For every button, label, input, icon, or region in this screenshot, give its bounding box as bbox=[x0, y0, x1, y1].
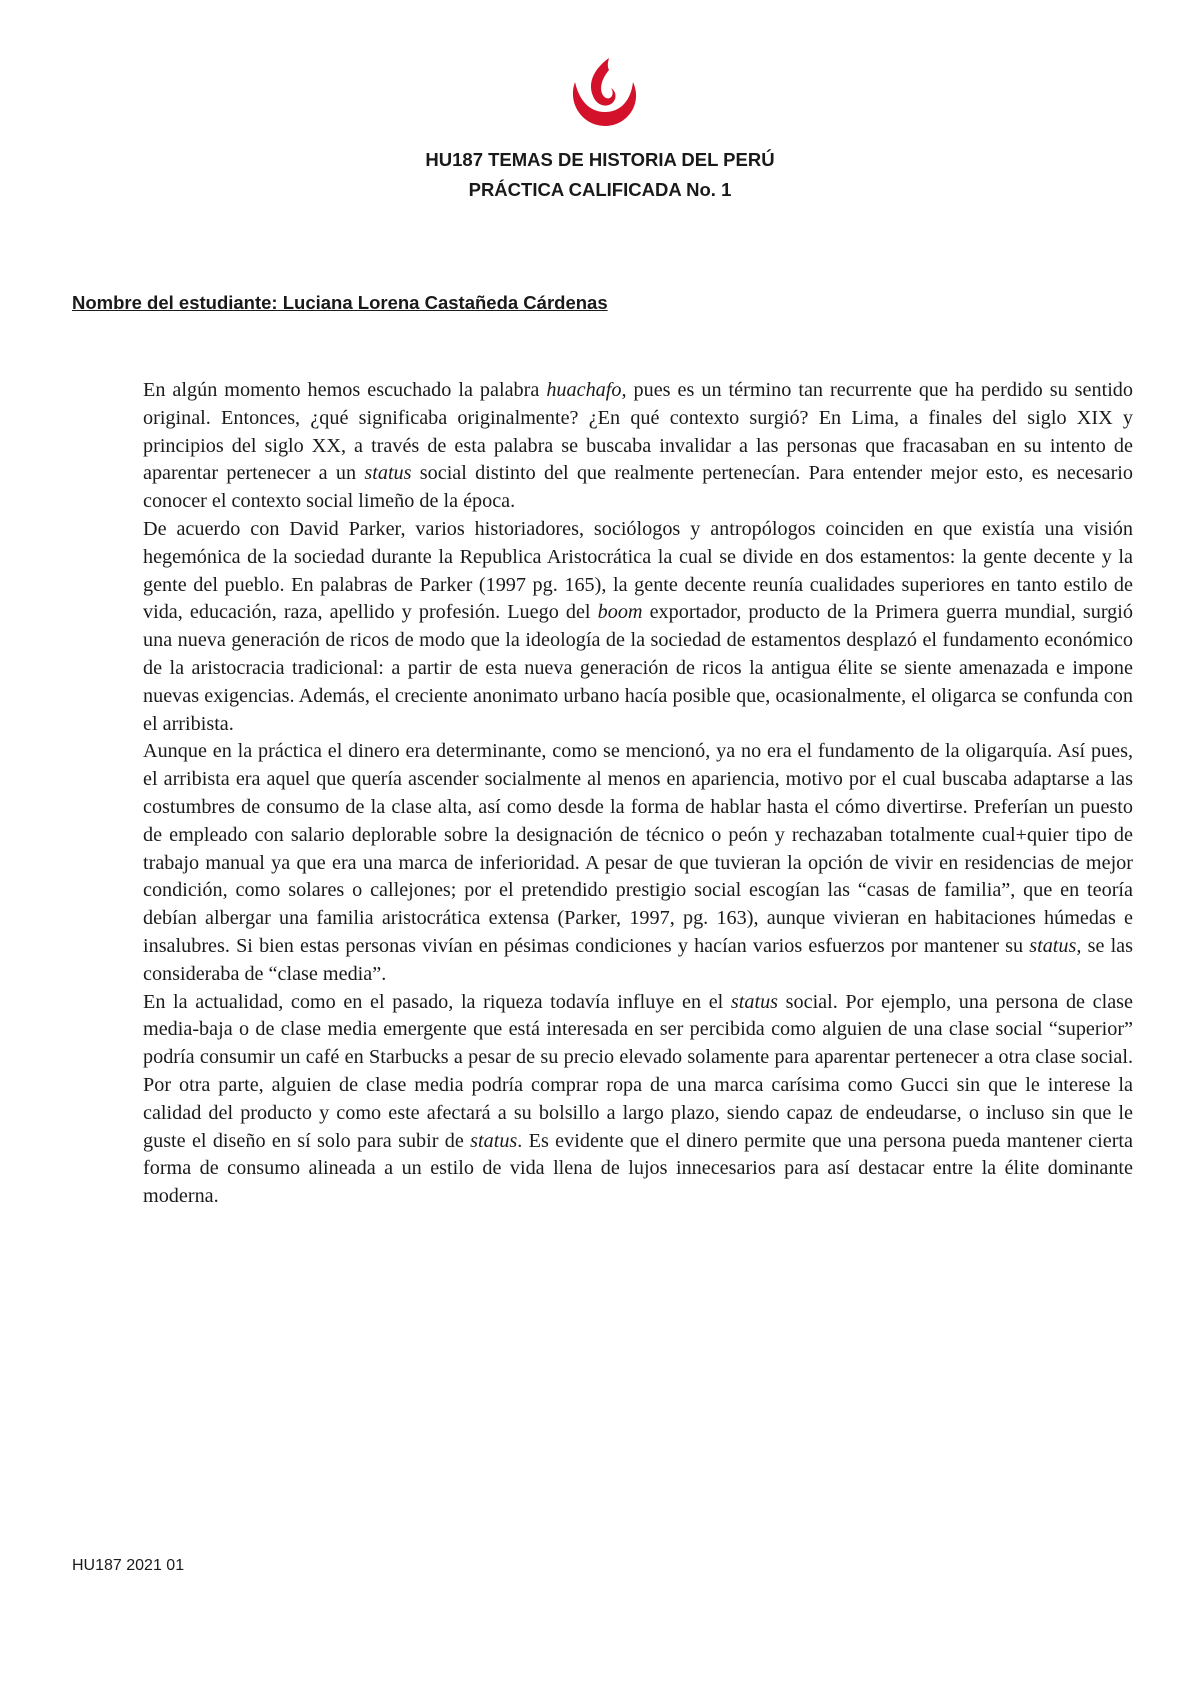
italic-term: boom bbox=[597, 601, 643, 624]
text-run: En algún momento hemos escuchado la palabra bbox=[143, 379, 547, 401]
essay-body bbox=[143, 377, 1133, 1211]
text-run: De acuerdo con David Parker, varios historiadores, sociólogos y antropólogos coinciden en que existía una visión hegemónica de la sociedad durante la Republica Aristocrática la cual se divide en dos estamentos: la gente decente y la gente del pueblo. En palabras de Parker (1997 pg. 165), la gente decente reunía cualidades superiores en tanto estilo de vida, educación, raza, apellido y profesión. Luego del bbox=[143, 517, 1133, 624]
text-run: exportador, producto de la Primera guerra mundial, surgió una nueva generación de ricos de modo que la ideología de la sociedad de estamentos desplazó el fundamento económico de la aristocracia tradicional: a partir de esta nueva generación de ricos la antigua élite se siente amenazada e impone nuevas exigencias. Además, el creciente anonimato urbano hacía posible que, ocasionalmente, el oligarca se confunda con el arribista. bbox=[143, 601, 1133, 735]
essay-paragraph bbox=[143, 989, 1133, 1211]
text-run: social. Por ejemplo, una persona de clase media-baja o de clase media emergente que está interesada en ser percibida como alguien de una clase social “superior” podría consumir un café en Starbucks a pesar de su precio elevado solamente para aparentar pertenecer a otra clase social. Por otra parte, alguien de clase media podría comprar ropa de una marca carísima como Gucci sin que le interese la calidad del producto y como este afectará a su bolsillo a largo plazo, siendo capaz de endeudarse, o incluso sin que le guste el diseño en sí solo para subir de bbox=[143, 990, 1133, 1152]
italic-term: status, bbox=[1029, 934, 1082, 957]
essay-paragraph bbox=[143, 738, 1133, 988]
text-run: pues es un término tan recurrente que ha perdido su sentido original. Entonces, ¿qué significaba originalmente? ¿En qué contexto surgió? En Lima, a finales del siglo XIX y principios del siglo XX, a través de esta palabra se buscaba invalidar a las personas que fracasaban en su intento de aparentar pertenecer a un bbox=[143, 379, 1133, 485]
page-footer: HU187 2021 01 bbox=[72, 1557, 185, 1574]
document-header bbox=[0, 145, 1200, 205]
italic-term: status bbox=[364, 462, 412, 485]
assignment-title: PRÁCTICA CALIFICADA No. 1 bbox=[468, 179, 732, 200]
italic-term: status bbox=[470, 1129, 518, 1152]
text-run: social distinto del que realmente pertenecían. Para entender mejor esto, es necesario conocer el contexto social limeño de la época. bbox=[143, 462, 1133, 513]
essay-paragraph bbox=[143, 377, 1133, 516]
upc-flame-logo-icon bbox=[565, 56, 643, 128]
essay-paragraph bbox=[143, 516, 1133, 738]
course-title: HU187 TEMAS DE HISTORIA DEL PERÚ bbox=[425, 149, 775, 170]
text-run: En la actualidad, como en el pasado, la riqueza todavía influye en el bbox=[143, 990, 731, 1013]
text-run: se las consideraba de “clase media”. bbox=[143, 934, 1133, 985]
student-name-line: Nombre del estudiante: Luciana Lorena Castañeda Cárdenas bbox=[72, 292, 608, 313]
italic-term: status bbox=[730, 990, 779, 1013]
text-run: . Es evidente que el dinero permite que una persona pueda mantener cierta forma de consumo alineada a un estilo de vida llena de lujos innecesarios para así destacar entre la élite dominante moderna. bbox=[143, 1129, 1133, 1208]
italic-term: huachafo, bbox=[546, 379, 627, 401]
text-run: Aunque en la práctica el dinero era determinante, como se mencionó, ya no era el fundamento de la oligarquía. Así pues, el arribista era aquel que quería ascender socialmente al menos en apariencia, motivo por el cual buscaba adaptarse a las costumbres de consumo de la clase alta, así como desde la forma de hablar hasta el cómo divertirse. Preferían un puesto de empleado con salario deplorable sobre la designación de técnico o peón y rechazaban totalmente cual+quier tipo de trabajo manual ya que era una marca de inferioridad. A pesar de que tuvieran la opción de vivir en residencias de mejor condición, como solares o callejones; por el pretendido prestigio social escogían las “casas de familia”, que en teoría debían albergar una familia aristocrática extensa (Parker, 1997, pg. 163), aunque vivieran en habitaciones húmedas e insalubres. Si bien estas personas vivían en pésimas condiciones y hacían varios esfuerzos por mantener su bbox=[143, 740, 1133, 957]
